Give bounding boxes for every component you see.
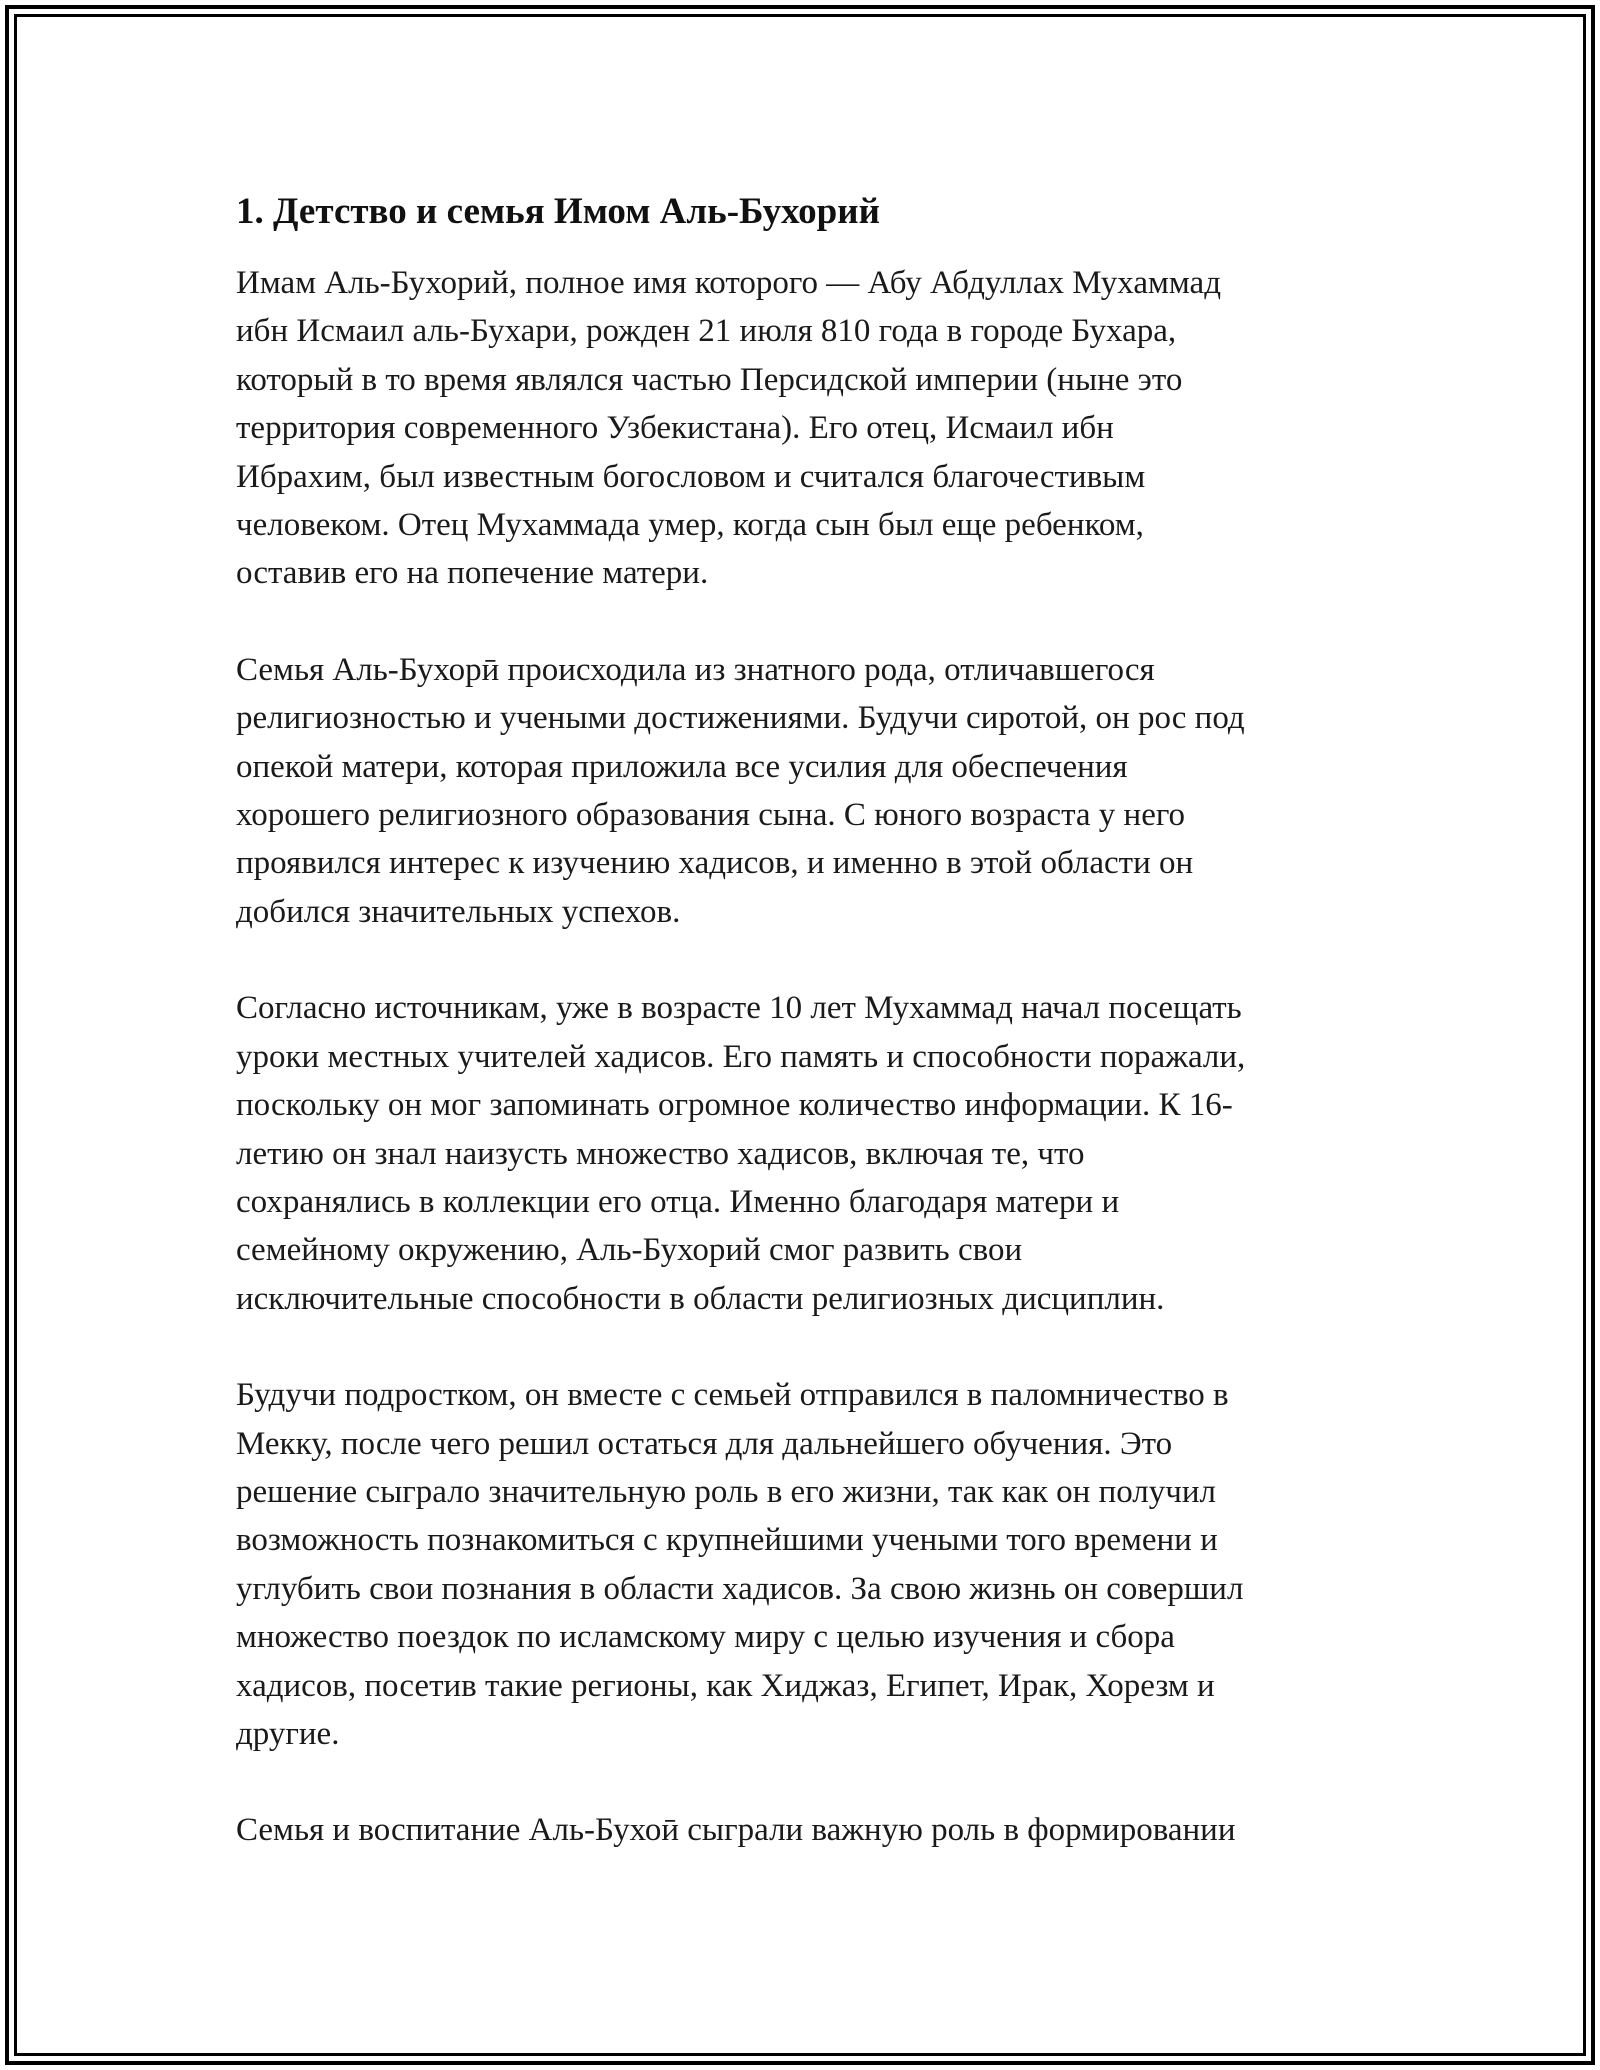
text-line: поскольку он мог запоминать огромное количество информации. К 16- [236,1087,1233,1124]
text-line: сохранялись в коллекции его отца. Именно благодаря матери и [236,1183,1120,1220]
paragraph [236,646,1386,936]
paragraph [236,1371,1386,1758]
text-line: Будучи подростком, он вместе с семьей отправился в паломничество в [236,1377,1229,1414]
text-line: опекой матери, которая приложила все усилия для обеспечения [236,748,1128,785]
text-line: семейному окружению, Аль-Бухорий смог развить свои [236,1232,1023,1269]
text-line: оставив его на попечение матери. [236,555,709,592]
text-line: территория современного Узбекистана). Его отец, Исмаил ибн [236,410,1114,447]
text-line: Имам Аль-Бухорий, полное имя которого — Абу Абдуллах Мухаммад [236,265,1221,301]
text-line: хорошего религиозного образования сына. С юного возраста у него [236,797,1186,834]
section-heading: 1. Детство и семья Имом Аль-Бухорий [236,191,880,232]
document-body [236,188,1386,1903]
text-line: решение сыграло значительную роль в его жизни, так как он получил [236,1473,1216,1510]
text-line: ибн Исмаил аль-Бухари, рожден 21 июля 810 года в городе Бухара, [236,313,1177,350]
text-line: углубить свои познания в области хадисов. За свою жизнь он совершил [236,1570,1244,1607]
paragraph-list [236,259,1386,1855]
text-line: Семья Аль-Бухорӣ происходила из знатного рода, отличавшегося [236,651,1155,688]
text-line: Семья и воспитание Аль-Бухоӣ сыграли важную роль в формировании [236,1812,1236,1849]
text-line: уроки местных учителей хадисов. Его память и способности поражали, [236,1038,1246,1075]
text-line: множество поездок по исламскому миру с целью изучения и сбора [236,1619,1175,1656]
text-line: хадисов, посетив такие регионы, как Хиджаз, Египет, Ирак, Хорезм и [236,1667,1215,1704]
text-line: Мекку, после чего решил остаться для дальнейшего обучения. Это [236,1425,1173,1462]
text-line: летию он знал наизусть множество хадисов, включая те, что [236,1135,1085,1172]
text-line: религиозностью и учеными достижениями. Будучи сиротой, он рос под [236,700,1245,737]
text-line: человеком. Отец Мухаммада умер, когда сын был еще ребенком, [236,507,1144,544]
paragraph [236,259,1386,598]
text-line: проявился интерес к изучению хадисов, и именно в этой области он [236,845,1194,882]
text-line: Согласно источникам, уже в возрасте 10 лет Мухаммад начал посещать [236,990,1242,1027]
paragraph [236,984,1386,1323]
text-line: исключительные способности в области религиозных дисциплин. [236,1280,1165,1317]
text-line: Ибрахим, был известным богословом и считался благочестивым [236,458,1146,495]
text-line: добился значительных успехов. [236,893,681,930]
text-line: возможность познакомиться с крупнейшими учеными того времени и [236,1522,1218,1559]
text-line: другие. [236,1715,340,1752]
paragraph [236,1806,1386,1854]
text-line: который в то время являлся частью Персидской империи (ныне это [236,361,1183,398]
